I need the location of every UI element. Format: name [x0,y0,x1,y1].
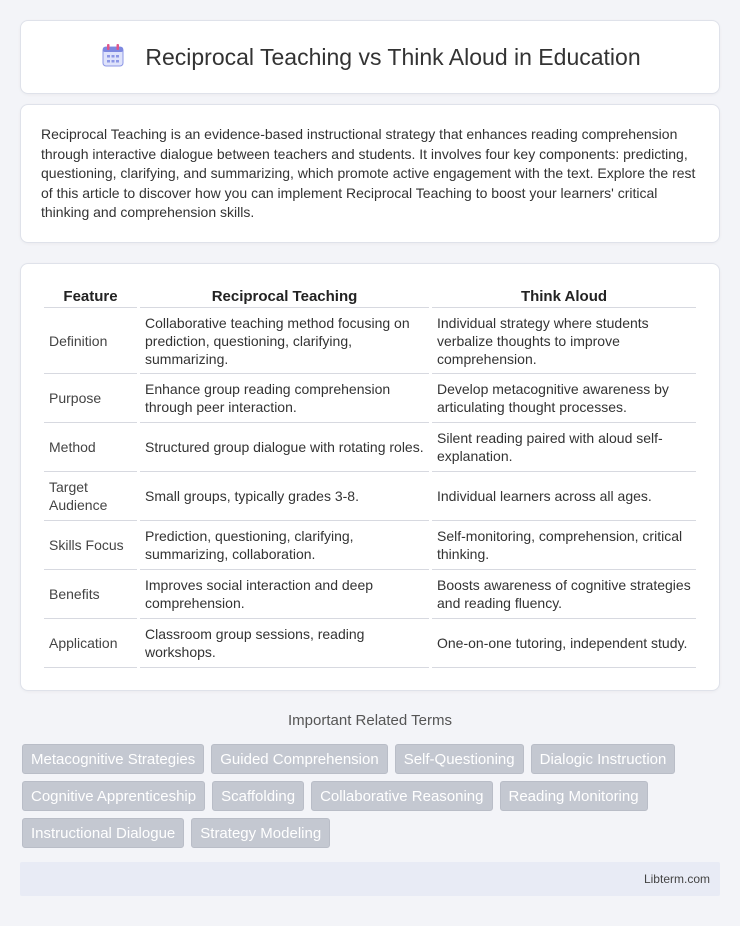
comparison-table [41,282,699,668]
page-title: Reciprocal Teaching vs Think Aloud in Education [145,43,641,70]
table-row [44,374,696,423]
tag-collaborative-reasoning[interactable]: Collaborative Reasoning [311,781,492,811]
row-reciprocal-teaching: Prediction, questioning, clarifying, summarizing, collaboration. [140,521,429,570]
row-reciprocal-teaching: Classroom group sessions, reading workshops. [140,619,429,668]
calendar-icon [99,41,127,74]
intro-text: Reciprocal Teaching is an evidence-based instructional strategy that enhances reading comprehension through interactive dialogue between teachers and students. It involves four key components: predicting, questioning, clarifying, and summarizing, which promote active engagement with the text. Explore the rest of this article to discover how you can implement Reciprocal Teaching to boost your learners' critical thinking and comprehension skills. [41,126,696,220]
column-header-reciprocal-teaching: Reciprocal Teaching [140,282,429,308]
tag-dialogic-instruction[interactable]: Dialogic Instruction [531,744,676,774]
tag-instructional-dialogue[interactable]: Instructional Dialogue [22,818,184,848]
footer [20,862,720,896]
table-row [44,570,696,619]
row-feature: Skills Focus [44,521,137,570]
tag-strategy-modeling[interactable]: Strategy Modeling [191,818,330,848]
table-header-row [44,282,696,308]
row-feature: Method [44,423,137,472]
row-reciprocal-teaching: Structured group dialogue with rotating roles. [140,423,429,472]
column-header-feature: Feature [44,282,137,308]
row-think-aloud: Individual strategy where students verbalize thoughts to improve comprehension. [432,308,696,374]
row-feature: Purpose [44,374,137,423]
row-feature: Definition [44,308,137,374]
table-row [44,423,696,472]
row-think-aloud: Boosts awareness of cognitive strategies and reading fluency. [432,570,696,619]
row-feature: Benefits [44,570,137,619]
row-feature: Target Audience [44,472,137,521]
row-reciprocal-teaching: Improves social interaction and deep comprehension. [140,570,429,619]
row-reciprocal-teaching: Collaborative teaching method focusing on prediction, questioning, clarifying, summarizing. [140,308,429,374]
row-think-aloud: Develop metacognitive awareness by articulating thought processes. [432,374,696,423]
related-terms-tags [22,744,722,848]
tag-cognitive-apprenticeship[interactable]: Cognitive Apprenticeship [22,781,205,811]
column-header-think-aloud: Think Aloud [432,282,696,308]
tag-metacognitive-strategies[interactable]: Metacognitive Strategies [22,744,204,774]
tag-guided-comprehension[interactable]: Guided Comprehension [211,744,387,774]
related-terms-title: Important Related Terms [288,712,452,729]
tag-reading-monitoring[interactable]: Reading Monitoring [500,781,648,811]
row-think-aloud: Silent reading paired with aloud self-explanation. [432,423,696,472]
row-think-aloud: Individual learners across all ages. [432,472,696,521]
table-row [44,472,696,521]
table-row [44,619,696,668]
row-feature: Application [44,619,137,668]
comparison-card [20,263,720,691]
row-think-aloud: Self-monitoring, comprehension, critical thinking. [432,521,696,570]
footer-site-link[interactable]: Libterm.com [643,872,710,886]
header-card [20,20,720,94]
intro-card [20,104,720,243]
row-reciprocal-teaching: Enhance group reading comprehension through peer interaction. [140,374,429,423]
table-row [44,308,696,374]
table-row [44,521,696,570]
tag-self-questioning[interactable]: Self-Questioning [395,744,524,774]
row-think-aloud: One-on-one tutoring, independent study. [432,619,696,668]
header [99,41,640,74]
row-reciprocal-teaching: Small groups, typically grades 3-8. [140,472,429,521]
tag-scaffolding[interactable]: Scaffolding [212,781,304,811]
